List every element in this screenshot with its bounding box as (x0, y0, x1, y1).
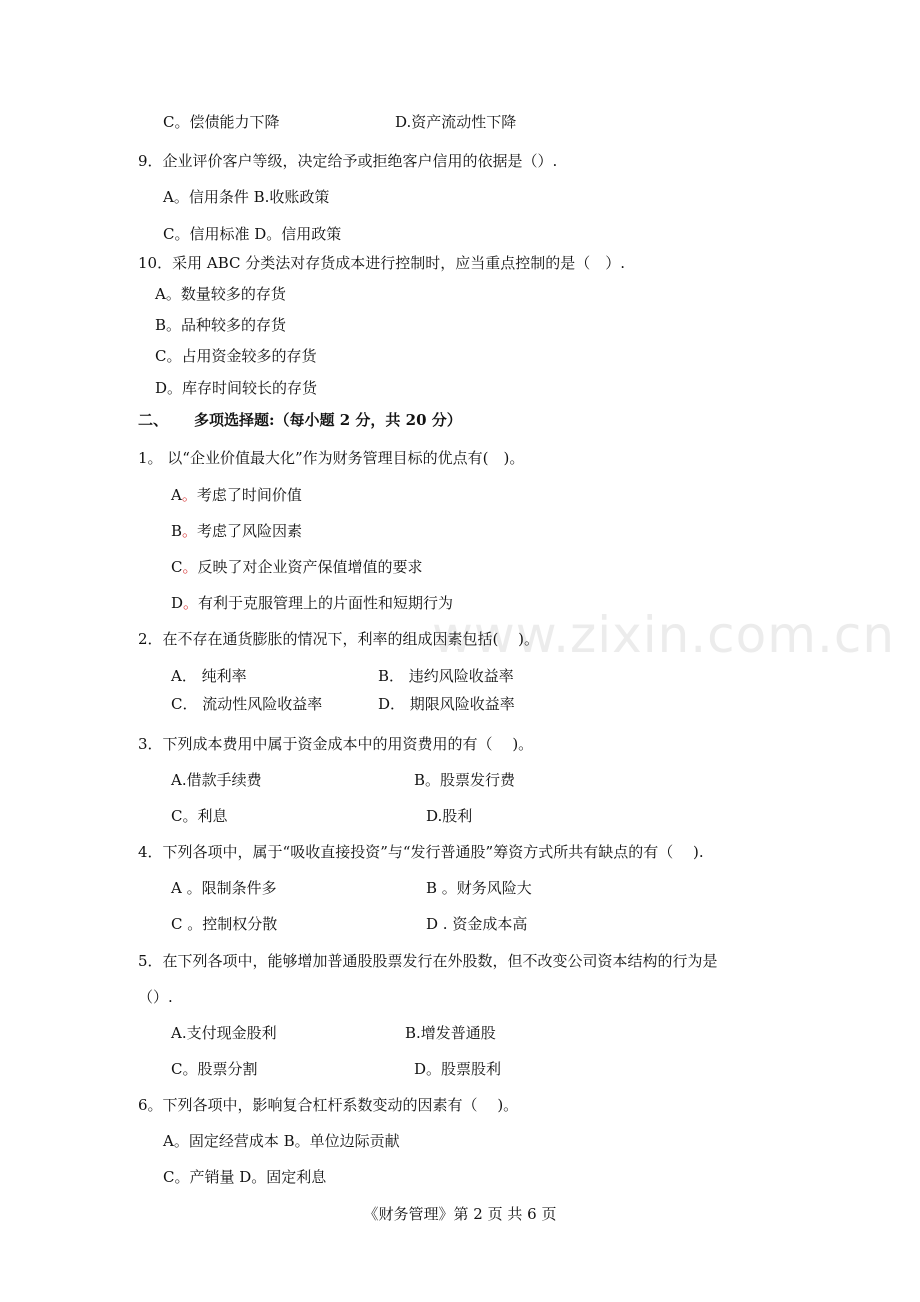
m4-option-d: D . 资金成本高 (426, 915, 528, 933)
option-text: 考虑了时间价值 (196, 486, 302, 504)
m2-option-d: D． 期限风险收益率 (378, 695, 515, 713)
q10-option-c: C。占用资金较多的存货 (155, 347, 317, 365)
option-text: 反映了对企业资产保值增值的要求 (197, 558, 423, 576)
q9-options-cd: C。信用标准 D。信用政策 (163, 225, 342, 243)
option-letter: A (171, 486, 182, 504)
q9-stem: 9．企业评价客户等级，决定给予或拒绝客户信用的依据是（）. (138, 152, 558, 170)
option-dot: 。 (183, 594, 199, 612)
m2-option-c: C． 流动性风险收益率 (171, 695, 323, 713)
m6-stem: 6。下列各项中，影响复合杠杆系数变动的因素有（ )。 (138, 1096, 519, 1114)
option-dot: 。 (182, 522, 198, 540)
m3-option-c: C。利息 (171, 807, 228, 825)
m3-stem: 3．下列成本费用中属于资金成本中的用资费用的有（ )。 (138, 735, 534, 753)
m1-option-c (171, 557, 423, 577)
q8-option-d: D.资产流动性下降 (395, 113, 517, 131)
m3-option-a: A.借款手续费 (171, 771, 262, 789)
m4-option-b: B 。财务风险大 (426, 879, 532, 897)
m6-options-ab: A。固定经营成本 B。单位边际贡献 (163, 1132, 400, 1150)
m4-option-c: C 。控制权分散 (171, 915, 278, 933)
m5-option-d: D。股票股利 (414, 1060, 502, 1078)
option-letter: D (171, 594, 184, 612)
m5-stem-continued: （）. (138, 988, 173, 1006)
m4-option-a: A 。限制条件多 (171, 879, 277, 897)
q10-option-b: B。品种较多的存货 (155, 316, 287, 334)
m2-option-b: B． 违约风险收益率 (378, 667, 514, 685)
option-text: 考虑了风险因素 (197, 522, 303, 540)
m6-options-cd: C。产销量 D。固定利息 (163, 1168, 327, 1186)
option-dot: 。 (181, 486, 197, 504)
m4-stem: 4．下列各项中，属于“吸收直接投资”与“发行普通股”筹资方式所共有缺点的有（ ). (138, 843, 704, 861)
m1-option-b (171, 521, 302, 541)
m1-option-d (171, 593, 453, 613)
option-letter: C (171, 558, 183, 576)
page-footer: 《财务管理》第 2 页 共 6 页 (363, 1205, 557, 1223)
m5-option-c: C。股票分割 (171, 1060, 258, 1078)
q10-option-a: A。数量较多的存货 (155, 285, 286, 303)
q10-option-d: D。库存时间较长的存货 (155, 379, 318, 397)
m5-option-b: B.增发普通股 (405, 1024, 496, 1042)
option-dot: 。 (182, 558, 198, 576)
m3-option-d: D.股利 (426, 807, 473, 825)
q8-option-c: C。偿债能力下降 (163, 113, 280, 131)
watermark: www.zixin.com.cn (432, 606, 896, 664)
m5-stem: 5．在下列各项中，能够增加普通股股票发行在外股数，但不改变公司资本结构的行为是 (138, 952, 718, 970)
m3-option-b: B。股票发行费 (414, 771, 516, 789)
option-text: 有利于克服管理上的片面性和短期行为 (198, 594, 454, 612)
m2-option-a: A． 纯利率 (171, 667, 247, 685)
q9-options-ab: A。信用条件 B.收账政策 (163, 188, 330, 206)
m5-option-a: A.支付现金股利 (171, 1024, 277, 1042)
section-title: 多项选择题:（每小题 2 分，共 20 分） (194, 411, 462, 429)
m2-stem: 2．在不存在通货膨胀的情况下，利率的组成因素包括( )。 (138, 630, 540, 648)
option-letter: B (171, 522, 183, 540)
m1-option-a (171, 485, 302, 505)
m1-stem: 1。 以“企业价值最大化”作为财务管理目标的优点有( )。 (138, 449, 525, 467)
section-number: 二、 (138, 411, 169, 429)
q10-stem: 10．采用 ABC 分类法对存货成本进行控制时，应当重点控制的是（ ）. (138, 254, 626, 272)
